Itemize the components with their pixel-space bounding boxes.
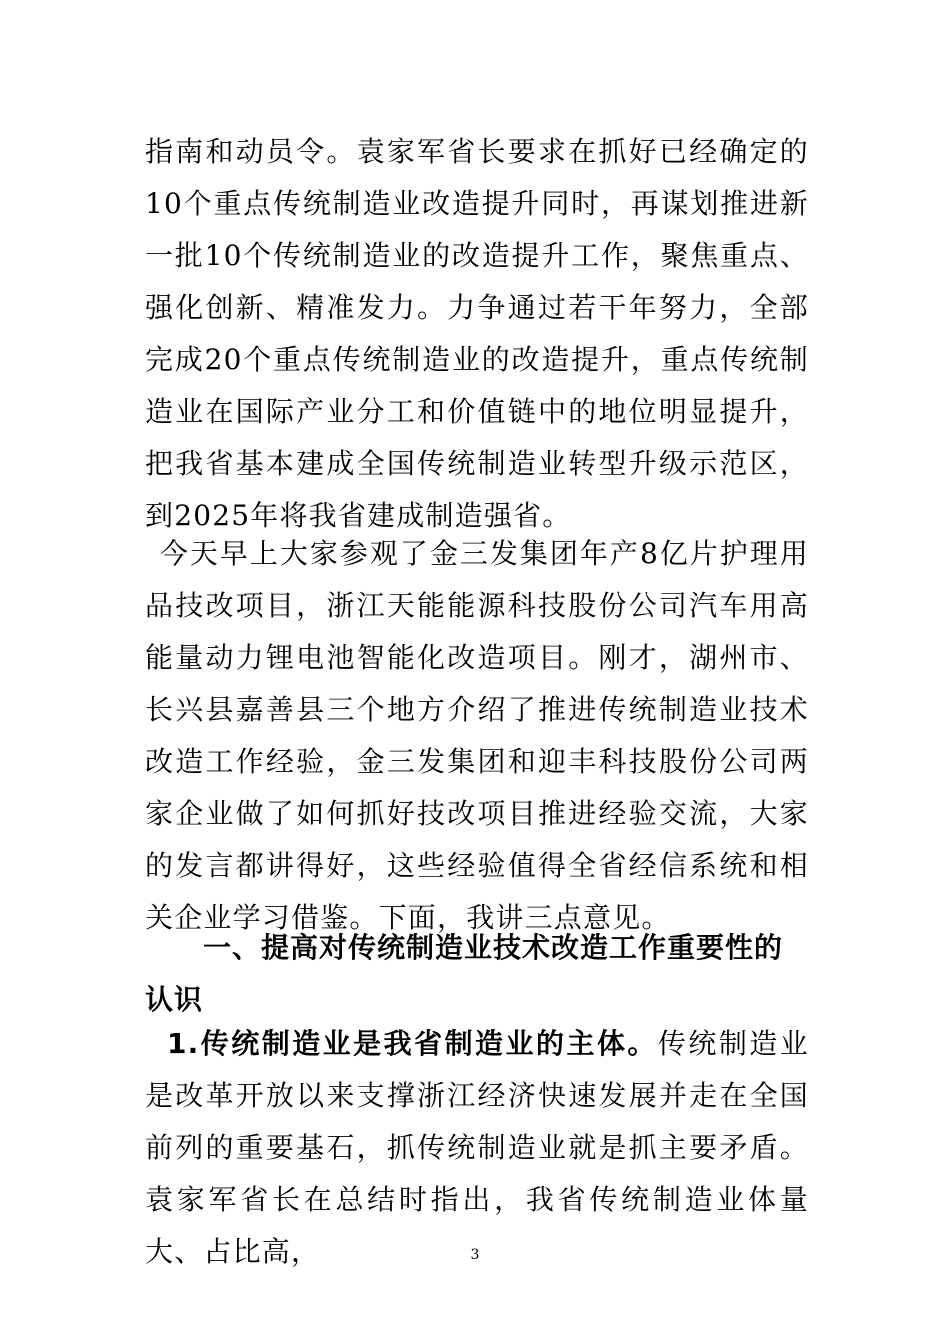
page-number: 3: [470, 1247, 480, 1263]
body-paragraph-2-text: 今天早上大家参观了金三发集团年产8亿片护理用品技改项目，浙江天能能源科技股份公司汽车用高能量动力锂电池智能化改造项目。刚才，湖州市、长兴县嘉善县三个地方介绍了推进传统制造业技术改造工作经验，金三发集团和迎丰科技股份公司两家企业做了如何抓好技改项目推进经验交流，大家的发言都讲得好，这些经验值得全省经信系统和相关企业学习借鉴。下面，我讲三点意见。: [145, 537, 809, 934]
body-paragraph-3: [145, 1018, 809, 1278]
paragraph-3-bold-lead: 1.传统制造业是我省制造业的主体。: [167, 1027, 658, 1060]
body-paragraph-2: [145, 528, 809, 944]
body-paragraph-1: 指南和动员令。袁家军省长要求在抓好已经确定的10个重点传统制造业改造提升同时，再谋划推进新一批10个传统制造业的改造提升工作，聚焦重点、强化创新、精准发力。力争通过若干年努力，全部完成20个重点传统制造业的改造提升，重点传统制造业在国际产业分工和价值链中的地位明显提升，把我省基本建成全国传统制造业转型升级示范区，到2025年将我省建成制造强省。: [145, 135, 809, 532]
section-heading-text: 一、提高对传统制造业技术改造工作重要性的认识: [145, 931, 784, 1016]
section-heading: [145, 922, 809, 1026]
body-paragraph-3-text: 传统制造业是改革开放以来支撑浙江经济快速发展并走在全国前列的重要基石，抓传统制造业就是抓主要矛盾。袁家军省长在总结时指出，我省传统制造业体量大、占比高，: [145, 1027, 809, 1268]
